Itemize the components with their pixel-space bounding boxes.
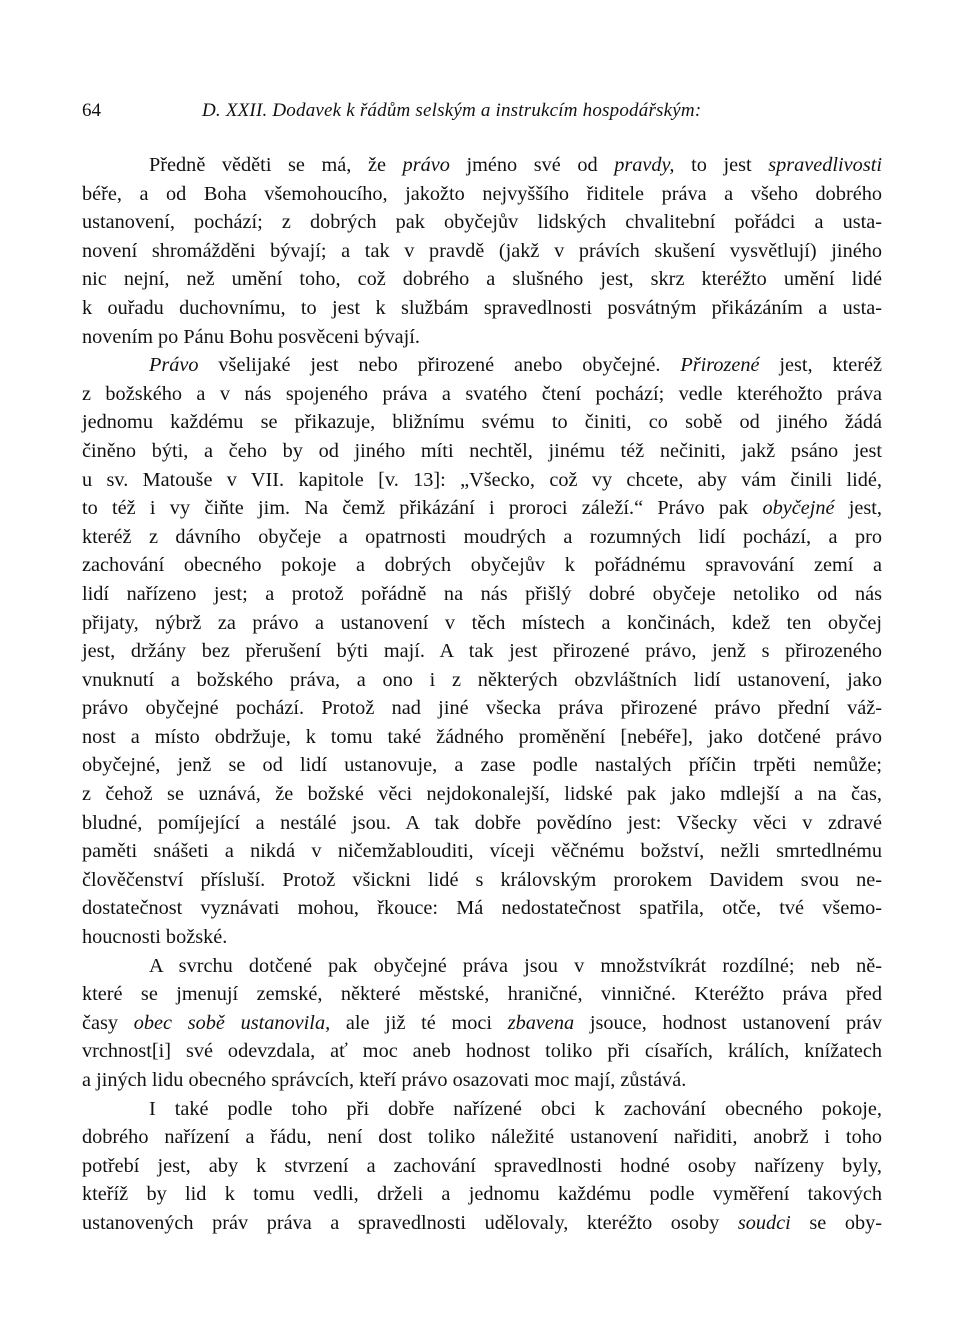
- text-line: [82, 894, 882, 923]
- paragraph: [82, 151, 882, 351]
- text-line: [82, 208, 882, 237]
- text-line: [82, 1209, 882, 1238]
- text-line: [82, 380, 882, 409]
- italic-term: soudci: [737, 1211, 791, 1234]
- text-line: [82, 952, 882, 981]
- text-line: [82, 265, 882, 294]
- text-line: [82, 923, 882, 952]
- text-run: houcnosti božské.: [82, 926, 228, 949]
- italic-term: Právo: [149, 354, 199, 377]
- italic-term: Přirozené: [680, 354, 760, 377]
- text-line: [82, 294, 882, 323]
- paragraph: [82, 351, 882, 951]
- text-run: Předně věděti se má, že: [149, 154, 403, 176]
- text-run: novení shromážděni bývají; a tak v pravdě (jakž v právích skušení vysvětlují) jiného: [82, 239, 882, 262]
- text-run: se oby-: [790, 1211, 882, 1234]
- text-line: [82, 1009, 882, 1038]
- text-run: jsouce, hodnost ustanovení práv: [574, 1011, 882, 1034]
- text-line: [82, 551, 882, 580]
- text-run: z božského a v nás spojeného práva a svatého čtení pochází; vedle kteréhožto práva: [82, 382, 882, 405]
- text-line: [82, 1095, 882, 1124]
- text-run: paměti snášeti a nikdá v ničemžablouditi, víceji věčnému božství, nežli smrtedlnému: [82, 840, 882, 863]
- text-line: [82, 609, 882, 638]
- text-line: [82, 351, 882, 380]
- text-line: [82, 580, 882, 609]
- text-run: A svrchu dotčené pak obyčejné práva jsou v množstvíkrát rozdílné; neb ně-: [149, 954, 882, 977]
- text-line: [82, 694, 882, 723]
- text-line: [82, 523, 882, 552]
- text-run: časy: [82, 1011, 134, 1034]
- text-line: [82, 180, 882, 209]
- page-number: 64: [82, 100, 101, 121]
- text-run: které se jmenují zemské, některé městské, hraničné, vinničné. Kteréžto práva před: [82, 983, 882, 1006]
- text-line: [82, 466, 882, 495]
- italic-term: právo: [402, 154, 450, 176]
- text-run: ustanovených práv práva a spravedlnosti udělovaly, kteréžto osoby: [82, 1211, 738, 1234]
- document-page: [82, 100, 882, 1238]
- text-run: jest,: [834, 497, 883, 520]
- text-run: z čehož se uznává, že božské věci nejdokonalejší, lidské pak jako mdlejší a na čas,: [82, 783, 882, 806]
- text-run: kteréž z dávního obyčeje a opatrnosti moudrých a rozumných lidí pochází, a pro: [82, 525, 882, 548]
- text-run: jednomu každému se přikazuje, bližnímu svému to činiti, co sobě od jiného žádá: [82, 411, 882, 434]
- text-run: I také podle toho při dobře nařízené obci k zachování obecného pokoje,: [149, 1097, 882, 1120]
- italic-term: obyčejné: [762, 497, 835, 520]
- text-run: obyčejné, jenž se od lidí ustanovuje, a zase podle nastalých příčin trpěti nemůže;: [82, 754, 882, 777]
- text-line: [82, 751, 882, 780]
- text-run: jméno své od: [449, 154, 615, 176]
- text-run: a jiných lidu obecného správcích, kteří právo osazovati moc mají, zůstává.: [82, 1069, 687, 1091]
- text-run: novením po Pánu Bohu posvěceni bývají.: [82, 325, 420, 348]
- text-line: [82, 666, 882, 695]
- text-run: ustanovení, pochází; z dobrých pak obyčejův lidských chvalitební pořádci a usta-: [82, 211, 882, 234]
- text-line: [82, 1066, 882, 1095]
- text-run: potřebí jest, aby k stvrzení a zachování spravedlnosti hodné osoby nařízeny byly,: [82, 1154, 882, 1177]
- text-line: [82, 1152, 882, 1181]
- italic-term: zbavena: [507, 1011, 575, 1034]
- text-line: [82, 237, 882, 266]
- text-run: nost a místo obdržuje, k tomu také žádného proměnění [nebéře], jako dotčené právo: [82, 725, 882, 748]
- text-run: dobrého nařízení a řádu, není dost toliko náležité ustanovení nařiditi, anobrž i toho: [82, 1126, 882, 1149]
- paragraph: [82, 1095, 882, 1238]
- text-run: bludné, pomíjející a nestálé jsou. A tak dobře povědíno jest: Všecky věci v zdravé: [82, 811, 882, 834]
- text-run: všelijaké jest nebo přirozené anebo obyčejné.: [198, 354, 681, 377]
- text-line: [82, 437, 882, 466]
- text-run: vnuknutí a božského práva, a ono i z některých obzvláštních lidí ustanovení, jako: [82, 668, 882, 691]
- text-run: jest, držány bez přerušení býti mají. A tak jest přirozené právo, jenž s přirozeného: [82, 640, 882, 663]
- text-line: [82, 1037, 882, 1066]
- text-run: u sv. Matouše v VII. kapitole [v. 13]: „Všecko, což vy chcete, aby vám činili lidé,: [82, 468, 882, 491]
- text-line: [82, 637, 882, 666]
- page-header: [82, 100, 882, 134]
- text-run: dostatečnost vyznávati mohou, řkouce: Má nedostatečnost spatřila, otče, tvé všemo-: [82, 897, 882, 920]
- text-line: [82, 408, 882, 437]
- text-run: činěno býti, a čeho by od jiného míti nechtěl, jinému též nečiniti, jakž psáno jest: [82, 439, 882, 462]
- text-line: [82, 723, 882, 752]
- text-run: béře, a od Boha všemohoucího, jakožto nejvyššího řiditele práva a všeho dobrého: [82, 182, 882, 205]
- text-line: [82, 1180, 882, 1209]
- text-line: [82, 837, 882, 866]
- running-title: D. XXII. Dodavek k řádům selským a instrukcím hospodářským:: [202, 100, 702, 121]
- text-run: lidí nařízeno jest; a protož pořádně na nás přišlý dobré obyčeje netoliko od nás: [82, 582, 882, 605]
- text-line: [82, 809, 882, 838]
- text-run: přijaty, nýbrž za právo a ustanovení v těch místech a končinách, kdež ten obyčej: [82, 611, 882, 634]
- text-run: zachování obecného pokoje a dobrých obyčejův k pořádnému spravování zemí a: [82, 554, 882, 577]
- text-run: právo obyčejné pochází. Protož nad jiné všecka práva přirozené právo přední váž-: [82, 697, 882, 720]
- italic-term: spravedlivosti: [768, 154, 882, 176]
- text-run: ale již té moci: [330, 1011, 508, 1034]
- text-run: člověčenství přísluší. Protož všickni lidé s královským prorokem Davidem svou ne-: [82, 868, 882, 891]
- italic-term: obec sobě ustanovila,: [133, 1011, 331, 1034]
- text-run: k ouřadu duchovnímu, to jest k službám spravedlnosti posvátným přikázáním a usta-: [82, 296, 882, 319]
- paragraph: [82, 952, 882, 1095]
- text-run: nic nejní, než umění toho, což dobrého a slušného jest, skrz kteréžto umění lidé: [82, 268, 882, 291]
- body-text: [82, 151, 882, 1238]
- text-run: vrchnost[i] své odevzdala, ať moc aneb hodnost toliko při císařích, králích, knížatech: [82, 1040, 882, 1063]
- text-line: [82, 151, 882, 180]
- text-run: jest, kteréž: [759, 354, 882, 377]
- italic-term: pravdy,: [614, 154, 675, 176]
- text-line: [82, 494, 882, 523]
- text-line: [82, 323, 882, 352]
- text-line: [82, 780, 882, 809]
- text-run: to jest: [674, 154, 769, 176]
- text-line: [82, 980, 882, 1009]
- text-run: kteříž by lid k tomu vedli, drželi a jednomu každému podle vyměření takových: [82, 1183, 882, 1206]
- text-line: [82, 1123, 882, 1152]
- text-run: to též i vy čiňte jim. Na čemž přikázání i proroci záleží.“ Právo pak: [82, 497, 763, 520]
- text-line: [82, 866, 882, 895]
